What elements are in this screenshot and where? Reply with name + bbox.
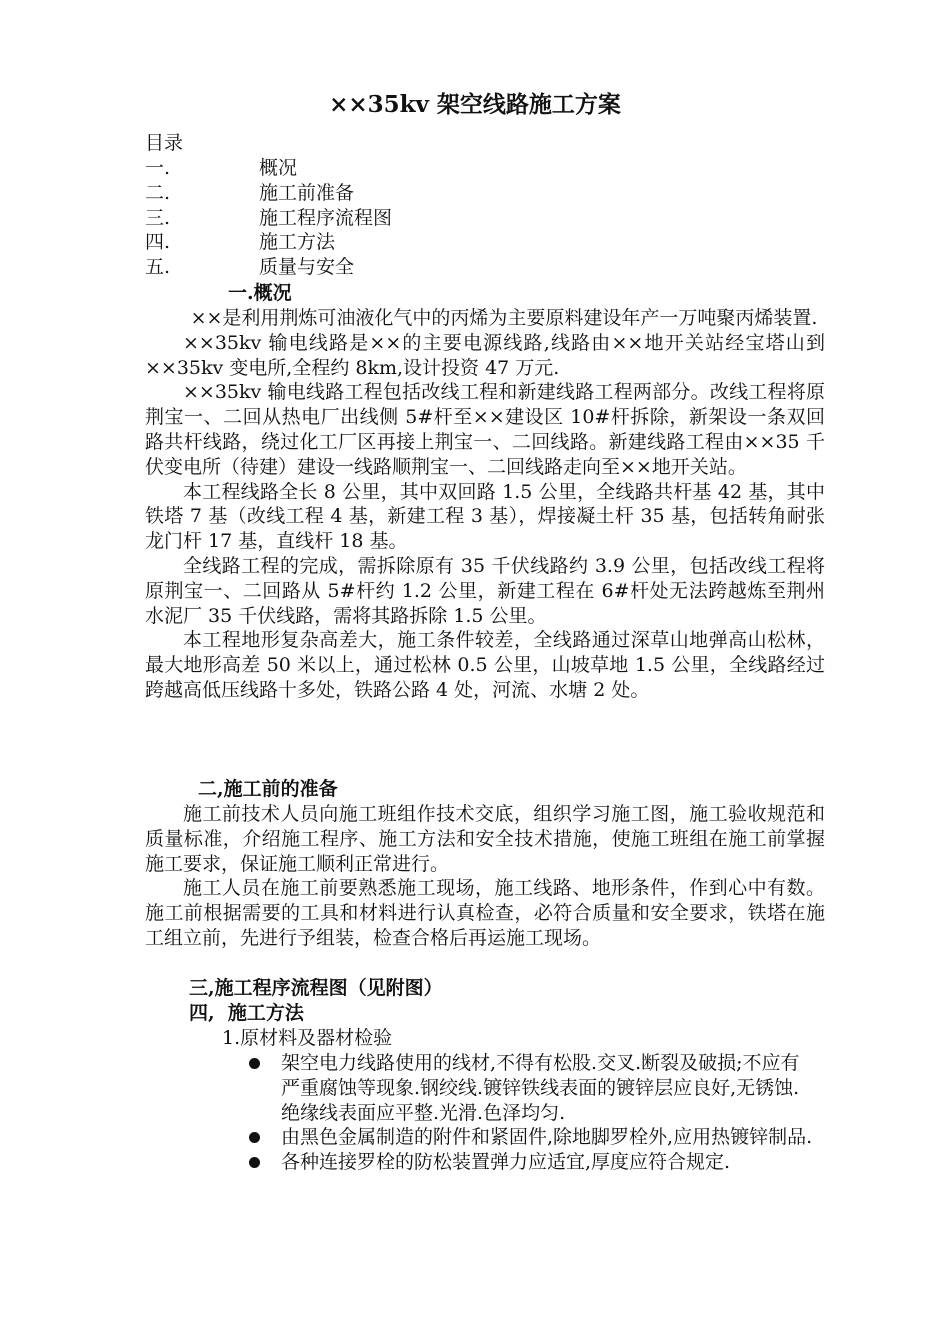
toc-item bbox=[145, 230, 825, 255]
toc-item-number: 一. bbox=[145, 157, 171, 179]
section-heading-flowchart: 三,施工程序流程图（见附图） bbox=[189, 977, 443, 999]
paragraph: 本工程地形复杂高差大，施工条件较差，全线路通过深草山地弹高山松林，最大地形高差 50 米以上，通过松林 0.5 公里，山坡草地 1.5 公里，全线路经过跨越高低压线路十多处，铁路公路 4 处，河流、水塘 2 处。 bbox=[145, 629, 825, 701]
bullet-list bbox=[247, 1051, 817, 1175]
paragraph: 施工人员在施工前要熟悉施工现场，施工线路、地形条件，作到心中有数。施工前根据需要的工具和材料进行认真检查，必符合质量和安全要求，铁塔在施工组立前，先进行予组装，检查合格后再运施工现场。 bbox=[145, 877, 825, 949]
toc-item-label: 施工程序流程图 bbox=[259, 206, 393, 229]
toc-title: 目录 bbox=[145, 132, 184, 154]
paragraph: ××35kv 输电线路是××的主要电源线路,线路由××地开关站经宝塔山到××35kv 变电所,全程约 8km,设计投资 47 万元. bbox=[145, 331, 825, 379]
section-overview-body bbox=[145, 306, 825, 703]
toc-item-number: 三. bbox=[145, 206, 171, 229]
paragraph: 本工程线路全长 8 公里，其中双回路 1.5 公里，全线路共杆基 42 基，其中铁塔 7 基（改线工程 4 基，新建工程 3 基），焊接凝土杆 35 基，包括转角耐张龙门杆 17 基，直线杆 18 基。 bbox=[145, 480, 825, 553]
document-title: ××35kv 架空线路施工方案 bbox=[329, 91, 621, 118]
toc-item bbox=[145, 181, 825, 206]
list-item bbox=[247, 1051, 817, 1125]
paragraph: 全线路工程的完成，需拆除原有 35 千伏线路约 3.9 公里，包括改线工程将原荆宝一、二回路从 5#杆约 1.2 公里，新建工程在 6#杆处无法跨越炼至荆州水泥厂 35 千伏线路，需将其路拆除 1.5 公里。 bbox=[145, 554, 825, 627]
section-heading-preparation: 二,施工前的准备 bbox=[198, 778, 338, 800]
toc-item-number: 四. bbox=[145, 231, 171, 254]
paragraph: ××是利用荆炼可油液化气中的丙烯为主要原料建设年产一万吨聚丙烯装置. bbox=[190, 307, 818, 329]
toc-item bbox=[145, 255, 825, 280]
toc-item-number: 五. bbox=[145, 256, 171, 279]
toc-item-label: 施工前准备 bbox=[259, 181, 355, 204]
toc-item-number: 二. bbox=[145, 181, 171, 204]
section-preparation-body bbox=[145, 802, 825, 951]
section-heading-overview: 一.概况 bbox=[228, 282, 292, 304]
paragraph: 施工前技术人员向施工班组作技术交底，组织学习施工图，施工验收规范和质量标准，介绍施工程序、施工方法和安全技术措施，使施工班组在施工前掌握施工要求，保证施工顺利正常进行。 bbox=[145, 803, 825, 875]
list-item bbox=[247, 1125, 817, 1150]
bullet-icon bbox=[249, 1132, 260, 1143]
toc-item-label: 概况 bbox=[259, 157, 298, 179]
bullet-icon bbox=[249, 1157, 260, 1168]
list-item-text: 架空电力线路使用的线材,不得有松股.交叉.断裂及破损;不应有严重腐蚀等现象.钢绞线.镀锌铁线表面的镀锌层应良好,无锈蚀.绝缘线表面应平整.光滑.色泽均匀. bbox=[281, 1052, 800, 1124]
toc-item bbox=[145, 206, 825, 231]
toc-item-label: 施工方法 bbox=[259, 231, 336, 254]
list-item bbox=[247, 1150, 817, 1175]
toc-item-label: 质量与安全 bbox=[259, 256, 355, 279]
table-of-contents bbox=[145, 156, 825, 280]
section-heading-methods: 四, 施工方法 bbox=[189, 1002, 304, 1024]
toc-item bbox=[145, 156, 825, 181]
subsection-heading: 1.原材料及器材检验 bbox=[222, 1027, 393, 1049]
list-item-text: 各种连接罗栓的防松装置弹力应适宜,厚度应符合规定. bbox=[281, 1151, 731, 1174]
bullet-icon bbox=[249, 1058, 260, 1069]
paragraph: ××35kv 输电线路工程包括改线工程和新建线路工程两部分。改线工程将原荆宝一、二回从热电厂出线侧 5#杆至××建设区 10#杆拆除，新架设一条双回路共杆线路，绕过化工厂区再接上荆宝一、二回线路。新建线路工程由××35 千伏变电所（待建）建设一线路顺荆宝一、二回线路走向至××地开关站。 bbox=[145, 381, 825, 478]
list-item-text: 由黑色金属制造的附件和紧固件,除地脚罗栓外,应用热镀锌制品. bbox=[281, 1126, 813, 1149]
